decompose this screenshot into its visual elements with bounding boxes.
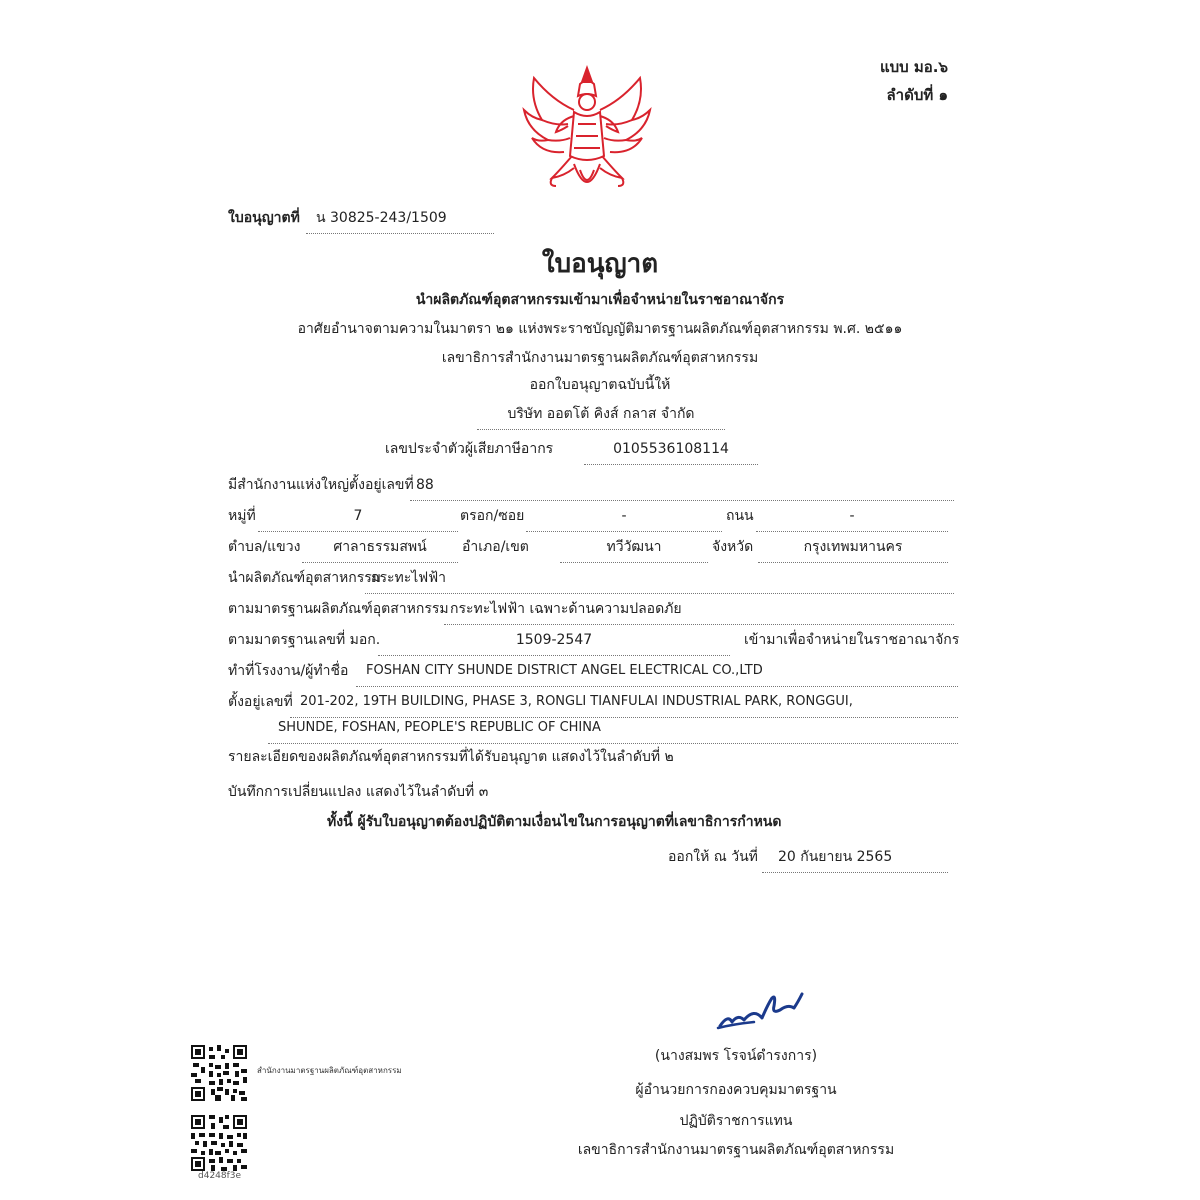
changes-note: บันทึกการเปลี่ยนแปลง แสดงไว้ในลำดับที่ ๓ xyxy=(228,784,489,800)
product-import-label: นำผลิตภัณฑ์อุตสาหกรรม xyxy=(228,570,382,586)
secretary-text: เลขาธิการสำนักงานมาตรฐานผลิตภัณฑ์อุตสาหกรรม xyxy=(441,350,759,366)
license-number-label: ใบอนุญาตที่ xyxy=(228,210,300,226)
factory-address-label: ตั้งอยู่เลขที่ xyxy=(228,694,293,710)
signature-icon xyxy=(714,984,810,1034)
hq-label: มีสำนักงานแห่งใหญ่ตั้งอยู่เลขที่ xyxy=(228,477,414,493)
province-value: กรุงเทพมหานคร xyxy=(758,538,948,563)
tax-id-label: เลขประจำตัวผู้เสียภาษีอากร xyxy=(385,441,554,457)
authority-text: อาศัยอำนาจตามความในมาตรา ๒๑ แห่งพระราชบัญญัติมาตรฐานผลิตภัณฑ์อุตสาหกรรม พ.ศ. ๒๕๑๑ xyxy=(297,321,903,337)
acting-for: ปฏิบัติราชการแทน xyxy=(679,1113,793,1129)
soi-label: ตรอก/ซอย xyxy=(460,508,525,524)
signer-name: (นางสมพร โรจน์ดำรงการ) xyxy=(654,1048,818,1064)
product-standard-value: กระทะไฟฟ้า เฉพาะด้านความปลอดภัย xyxy=(444,600,954,625)
form-code: แบบ มอ.๖ xyxy=(879,58,948,76)
factory-label: ทำที่โรงงาน/ผู้ทำชื่อ xyxy=(228,663,349,679)
document-code: d4248f3e xyxy=(198,1171,242,1181)
district-value: ทวีวัฒนา xyxy=(560,538,708,563)
subtitle: นำผลิตภัณฑ์อุตสาหกรรมเข้ามาเพื่อจำหน่ายในราชอาณาจักร xyxy=(415,292,785,308)
secretary-general-title: เลขาธิการสำนักงานมาตรฐานผลิตภัณฑ์อุตสาหกรรม xyxy=(577,1142,895,1158)
issued-date: 20 กันยายน 2565 xyxy=(762,848,948,873)
factory-name: FOSHAN CITY SHUNDE DISTRICT ANGEL ELECTRICAL CO.,LTD xyxy=(356,662,958,687)
details-note: รายละเอียดของผลิตภัณฑ์อุตสาหกรรมที่ได้รับอนุญาต แสดงไว้ในลำดับที่ ๒ xyxy=(228,749,674,765)
factory-address-line2: SHUNDE, FOSHAN, PEOPLE'S REPUBLIC OF CHINA xyxy=(268,719,958,744)
factory-address-line1: 201-202, 19TH BUILDING, PHASE 3, RONGLI TIANFULAI INDUSTRIAL PARK, RONGGUI, xyxy=(290,693,958,718)
province-label: จังหวัด xyxy=(712,539,754,555)
page-title: ใบอนุญาต xyxy=(541,249,659,279)
product-standard-label: ตามมาตรฐานผลิตภัณฑ์อุตสาหกรรม xyxy=(228,601,449,617)
road-value: - xyxy=(756,507,948,532)
issued-date-label: ออกให้ ณ วันที่ xyxy=(668,849,758,865)
road-label: ถนน xyxy=(726,508,754,524)
tis-number: 1509-2547 xyxy=(378,631,730,656)
company-name: บริษัท ออตโต้ คิงส์ กลาส จำกัด xyxy=(477,405,725,430)
hq-number: 88 xyxy=(410,476,954,501)
garuda-emblem-icon xyxy=(512,60,662,210)
qr-code-icon xyxy=(191,1115,247,1171)
tax-id-value: 0105536108114 xyxy=(584,440,758,465)
condition-note: ทั้งนี้ ผู้รับใบอนุญาตต้องปฏิบัติตามเงื่อนไขในการอนุญาตที่เลขาธิการกำหนด xyxy=(327,814,782,830)
signer-position: ผู้อำนวยการกองควบคุมมาตรฐาน xyxy=(635,1082,837,1098)
soi-value: - xyxy=(526,507,722,532)
subdistrict-label: ตำบล/แขวง xyxy=(228,539,301,555)
district-label: อำเภอ/เขต xyxy=(462,539,529,555)
qr-caption: สำนักงานมาตรฐานผลิตภัณฑ์อุตสาหกรรม xyxy=(257,1066,402,1075)
license-number-value: น 30825-243/1509 xyxy=(306,209,494,234)
subdistrict-value: ศาลาธรรมสพน์ xyxy=(302,538,458,563)
sequence-number: ลำดับที่ ๑ xyxy=(886,86,948,104)
tis-suffix: เข้ามาเพื่อจำหน่ายในราชอาณาจักร xyxy=(744,632,960,648)
tis-label: ตามมาตรฐานเลขที่ มอก. xyxy=(228,632,381,648)
moo-value: 7 xyxy=(258,507,458,532)
moo-label: หมู่ที่ xyxy=(228,508,256,524)
issuance-text: ออกใบอนุญาตฉบับนี้ให้ xyxy=(529,377,671,393)
qr-code-icon xyxy=(191,1045,247,1101)
product-import-value: กระทะไฟฟ้า xyxy=(365,569,954,594)
